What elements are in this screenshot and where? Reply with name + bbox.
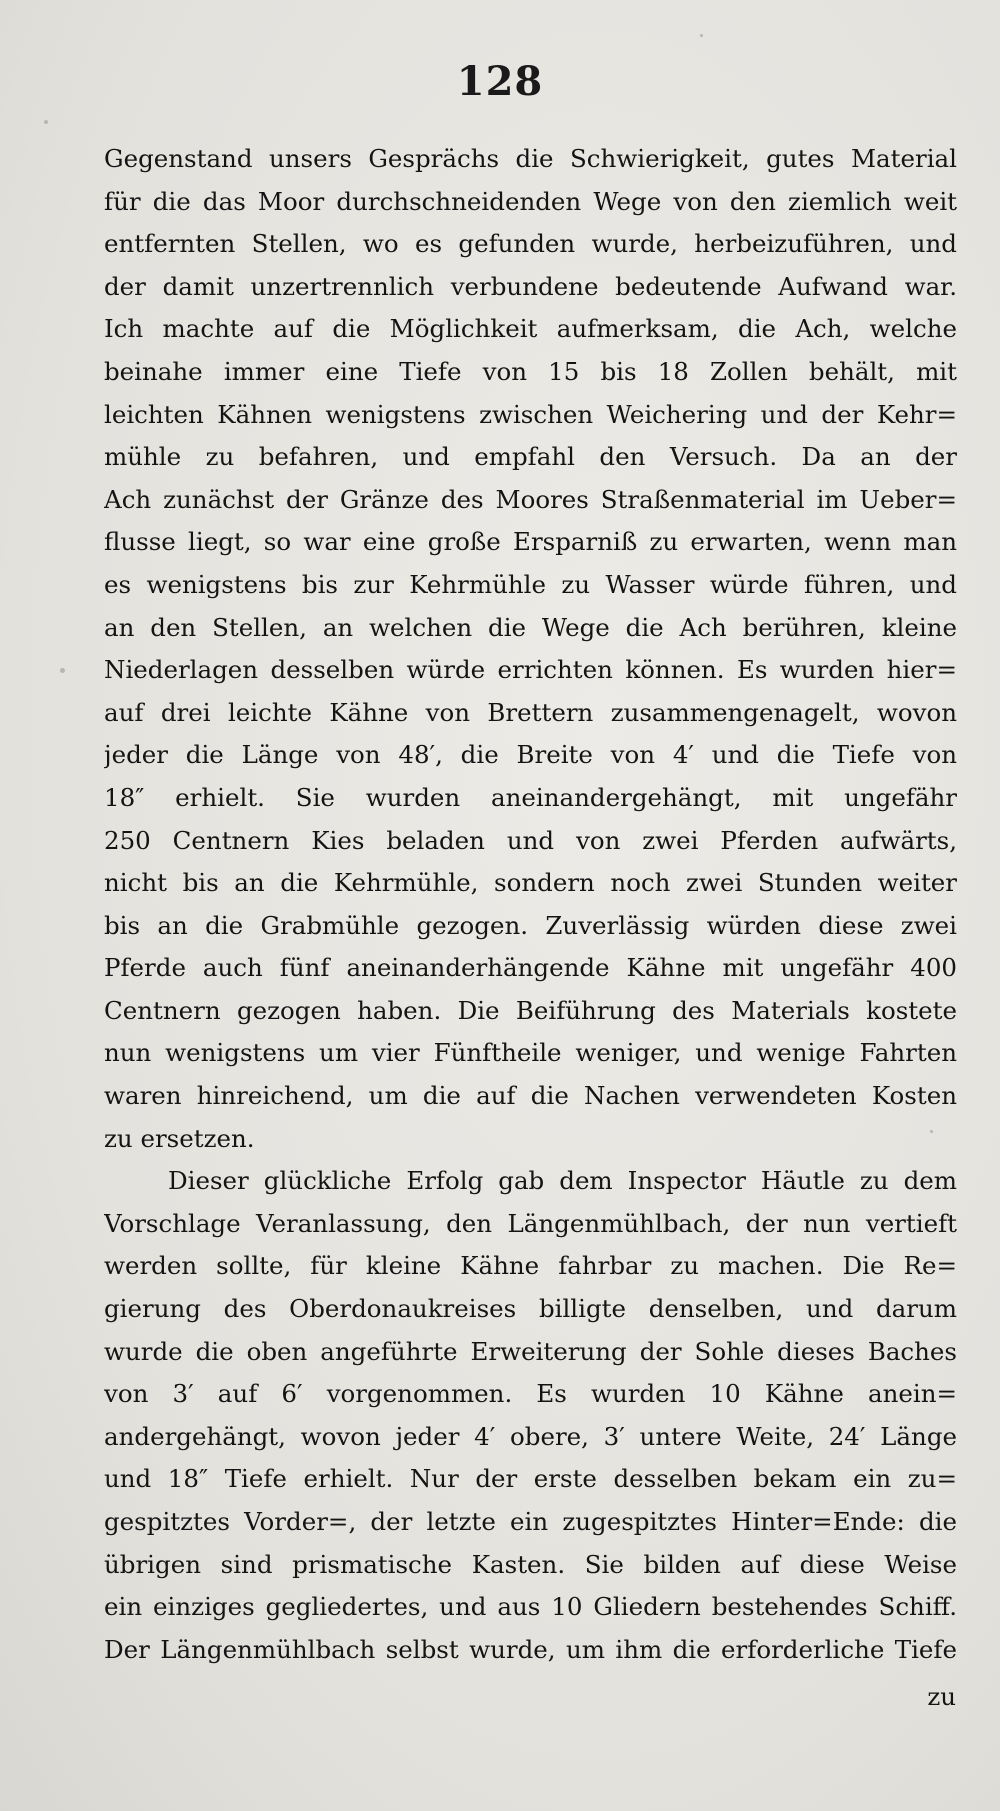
body-text [104, 138, 957, 1671]
text-line: auf drei leichte Kähne von Brettern zusammengenagelt, wovon [104, 697, 957, 727]
paper-speck [44, 120, 48, 124]
text-line: übrigen sind prismatische Kasten. Sie bilden auf diese Weise [104, 1549, 957, 1579]
text-line: Vorschlage Veranlassung, den Längenmühlbach, der nun vertieft [104, 1208, 957, 1238]
text-line: Ich machte auf die Möglichkeit aufmerksam, die Ach, welche [104, 314, 957, 344]
text-line: und 18″ Tiefe erhielt. Nur der erste desselben bekam ein zu= [104, 1464, 957, 1494]
text-line: an den Stellen, an welchen die Wege die Ach berühren, kleine [104, 612, 957, 642]
text-line: jeder die Länge von 48′, die Breite von 4′ und die Tiefe von [104, 740, 957, 770]
text-line: flusse liegt, so war eine große Ersparniß zu erwarten, wenn man [104, 527, 957, 557]
text-line: gespitztes Vorder=, der letzte ein zugespitztes Hinter=Ende: die [104, 1507, 957, 1536]
text-line: waren hinreichend, um die auf die Nachen verwendeten Kosten [104, 1081, 957, 1111]
text-line: leichten Kähnen wenigstens zwischen Weichering und der Kehr= [104, 399, 957, 429]
text-line: der damit unzertrennlich verbundene bedeutende Aufwand war. [104, 271, 957, 301]
text-line: entfernten Stellen, wo es gefunden wurde, herbeizuführen, und [104, 229, 957, 259]
text-line: wurde die oben angeführte Erweiterung der Sohle dieses Baches [104, 1336, 957, 1366]
text-line: Centnern gezogen haben. Die Beiführung des Materials kostete [104, 995, 957, 1025]
text-line: beinahe immer eine Tiefe von 15 bis 18 Zollen behält, mit [104, 356, 957, 386]
text-line: gierung des Oberdonaukreises billigte denselben, und darum [104, 1294, 957, 1324]
page-number: 128 [456, 58, 544, 105]
text-line: Der Längenmühlbach selbst wurde, um ihm die erforderliche Tiefe [104, 1634, 957, 1664]
text-line: zu ersetzen. [104, 1123, 255, 1153]
paper-speck [700, 34, 703, 37]
text-line: Gegenstand unsers Gesprächs die Schwierigkeit, gutes Material [104, 144, 957, 173]
text-line: es wenigstens bis zur Kehrmühle zu Wasser würde führen, und [104, 569, 957, 599]
text-line: andergehängt, wovon jeder 4′ obere, 3′ untere Weite, 24′ Länge [104, 1421, 957, 1451]
text-line: Pferde auch fünf aneinanderhängende Kähne mit ungefähr 400 [104, 953, 957, 983]
text-line: Dieser glückliche Erfolg gab dem Inspector Häutle zu dem [168, 1166, 957, 1196]
text-line: Ach zunächst der Gränze des Moores Straßenmaterial im Ueber= [104, 484, 957, 514]
text-line: Niederlagen desselben würde errichten können. Es wurden hier= [104, 655, 957, 685]
text-line: nun wenigstens um vier Fünftheile weniger, und wenige Fahrten [104, 1038, 957, 1068]
text-line: bis an die Grabmühle gezogen. Zuverlässig würden diese zwei [104, 910, 957, 940]
catchword: zu [927, 1682, 956, 1711]
text-line: nicht bis an die Kehrmühle, sondern noch zwei Stunden weiter [104, 868, 957, 898]
text-line: ein einziges gegliedertes, und aus 10 Gliedern bestehendes Schiff. [104, 1592, 957, 1622]
text-line: werden sollte, für kleine Kähne fahrbar zu machen. Die Re= [104, 1251, 957, 1281]
text-line: für die das Moor durchschneidenden Wege von den ziemlich weit [104, 186, 957, 216]
text-line: mühle zu befahren, und empfahl den Versuch. Da an der [104, 442, 957, 472]
text-line: von 3′ auf 6′ vorgenommen. Es wurden 10 Kähne anein= [104, 1379, 957, 1409]
text-line: 18″ erhielt. Sie wurden aneinandergehängt, mit ungefähr [104, 782, 957, 812]
text-line: 250 Centnern Kies beladen und von zwei Pferden aufwärts, [104, 825, 957, 855]
paper-speck [60, 668, 65, 673]
